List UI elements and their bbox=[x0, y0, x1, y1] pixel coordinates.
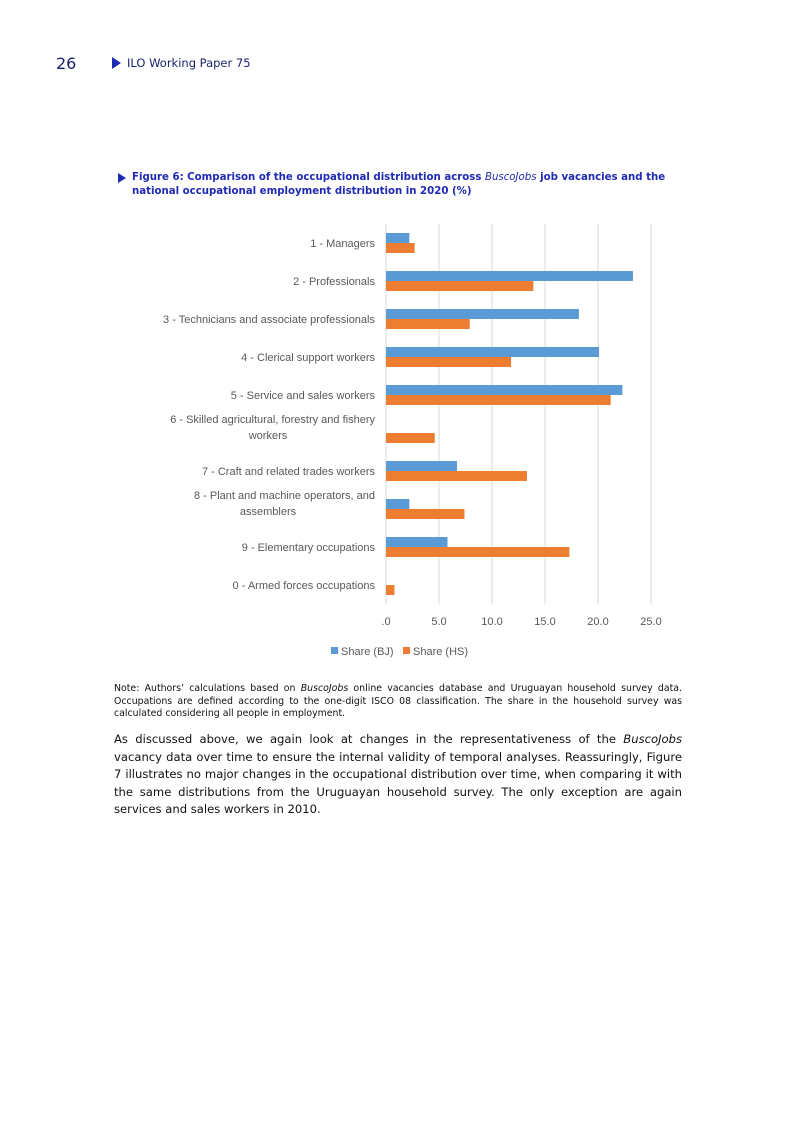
category-label: workers bbox=[248, 430, 288, 442]
bar-hs bbox=[386, 433, 435, 443]
category-label: 2 - Professionals bbox=[293, 276, 375, 288]
bar-hs bbox=[386, 281, 533, 291]
bar-hs bbox=[386, 547, 569, 557]
page-number: 26 bbox=[56, 54, 77, 73]
bar-hs bbox=[386, 243, 415, 253]
x-tick-label: 15.0 bbox=[534, 616, 556, 628]
bar-bj bbox=[386, 537, 447, 547]
x-tick-label: 20.0 bbox=[587, 616, 609, 628]
running-title: ILO Working Paper 75 bbox=[127, 56, 251, 70]
bar-bj bbox=[386, 233, 409, 243]
bar-bj bbox=[386, 499, 409, 509]
bar-bj bbox=[386, 385, 622, 395]
category-label: 1 - Managers bbox=[310, 238, 375, 250]
legend-swatch bbox=[331, 647, 338, 654]
bar-hs bbox=[386, 395, 611, 405]
bar-hs bbox=[386, 357, 511, 367]
category-label: assemblers bbox=[239, 506, 297, 518]
bar-hs bbox=[386, 509, 464, 519]
x-tick-label: 25.0 bbox=[640, 616, 662, 628]
category-label: 6 - Skilled agricultural, forestry and fishery bbox=[170, 414, 375, 426]
category-label: 7 - Craft and related trades workers bbox=[201, 466, 375, 478]
bar-bj bbox=[386, 271, 633, 281]
bar-hs bbox=[386, 471, 527, 481]
bar-bj bbox=[386, 309, 579, 319]
category-label: 0 - Armed forces occupations bbox=[232, 580, 375, 592]
figure-caption-text: Figure 6: Comparison of the occupational distribution across BuscoJobs job vacancies and the national occupational employment distribution in 2020 (%) bbox=[132, 172, 666, 197]
legend-swatch bbox=[403, 647, 410, 654]
x-tick-label: 5.0 bbox=[431, 616, 447, 628]
category-label: 5 - Service and sales workers bbox=[230, 390, 375, 402]
x-tick-label: 10.0 bbox=[481, 616, 503, 628]
body-paragraph: As discussed above, we again look at changes in the representativeness of the BuscoJobs vacancy data over time to ensure the internal validity of temporal analyses. Reassuringly, Figure 7 illustrates no major changes in the occupational distribution over time, when comparing it with the same distributions from the Uruguayan household survey. The only exception are again services and sales workers in 2010. bbox=[114, 732, 682, 816]
legend-label: Share (BJ) bbox=[341, 646, 394, 658]
category-label: 9 - Elementary occupations bbox=[241, 542, 375, 554]
bar-hs bbox=[386, 319, 470, 329]
bar-hs bbox=[386, 585, 394, 595]
category-label: 3 - Technicians and associate professionals bbox=[163, 314, 375, 326]
category-label: 8 - Plant and machine operators, and bbox=[193, 490, 375, 502]
bar-bj bbox=[386, 347, 599, 357]
bar-bj bbox=[386, 461, 457, 471]
figure-note: Note: Authors’ calculations based on BuscoJobs online vacancies database and Uruguayan household survey data. Occupations are defined according to the one-digit ISCO 08 classification. The share in the household survey was calculated considering all people in employment. bbox=[114, 683, 682, 720]
legend-label: Share (HS) bbox=[413, 646, 469, 658]
category-label: 4 - Clerical support workers bbox=[241, 352, 375, 364]
x-tick-label: .0 bbox=[381, 616, 391, 628]
